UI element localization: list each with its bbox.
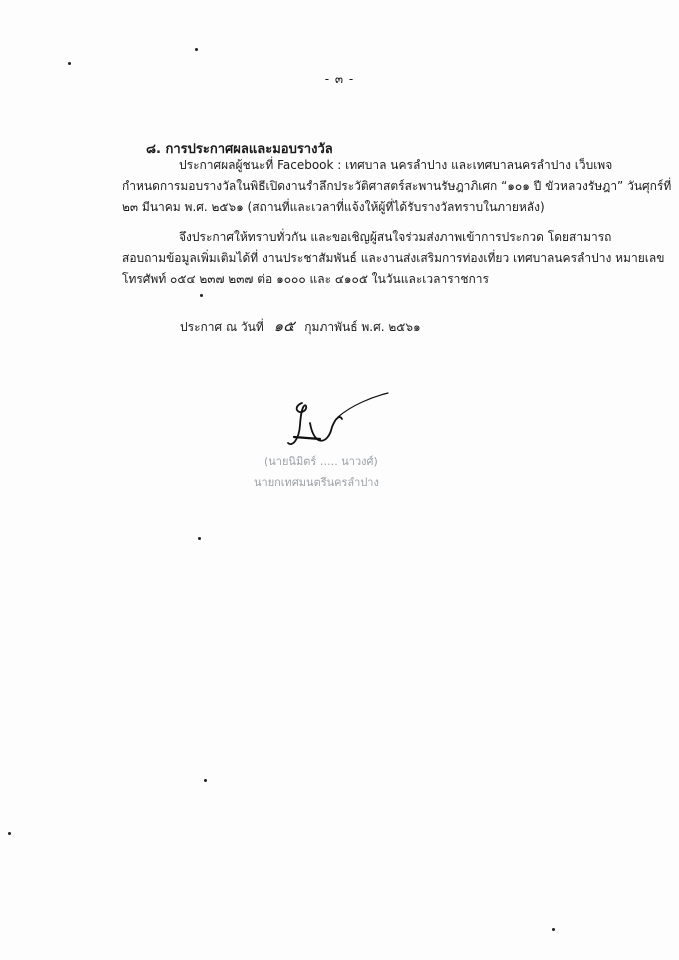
- announcement-date-line: [180, 314, 421, 338]
- paragraph2-line1: จึงประกาศให้ทราบทั่วกัน และขอเชิญผู้สนใจร่วมส่งภาพเข้าการประกวด โดยสามารถ: [179, 230, 612, 244]
- announcement-month-year: กุมภาพันธ์ พ.ศ. ๒๕๖๑: [304, 320, 421, 334]
- paragraph1-line2: กำหนดการมอบรางวัลในพิธีเปิดงานรำลึกประวัติศาสตร์สะพานรัษฎาภิเศก “๑๐๑ ปี ขัวหลวงรัษฎา” วันศุกร์ที่: [122, 179, 672, 193]
- scan-speck: [552, 928, 555, 931]
- scan-speck: [8, 832, 11, 835]
- signer-title: นายกเทศมนตรีนครลำปาง: [254, 476, 379, 489]
- paragraph1-line3: ๒๓ มีนาคม พ.ศ. ๒๕๖๑ (สถานที่และเวลาที่แจ้งให้ผู้ที่ได้รับรางวัลทราบในภายหลัง): [122, 200, 545, 214]
- announcement-prefix: ประกาศ ณ วันที่: [180, 320, 264, 334]
- scan-speck: [198, 537, 201, 540]
- scan-speck: [204, 779, 207, 782]
- paragraph2-line3: โทรศัพท์ ๐๕๔ ๒๓๗ ๒๓๗ ต่อ ๑๐๐๐ และ ๔๑๐๕ ในวันและเวลาราชการ: [122, 272, 489, 286]
- scan-speck: [195, 48, 198, 51]
- scan-speck: [68, 62, 71, 65]
- scan-speck: [200, 294, 203, 297]
- section-heading: ๘. การประกาศผลและมอบรางวัล: [146, 142, 333, 157]
- signer-name: (นายนิมิตร์ ….. นาวงศ์): [264, 455, 378, 468]
- page-number: - ๓ -: [324, 72, 355, 86]
- paragraph2-line2: สอบถามข้อมูลเพิ่มเติมได้ที่ งานประชาสัมพันธ์ และงานส่งเสริมการท่องเที่ยว เทศบาลนครลำปาง หมายเลข: [122, 251, 665, 265]
- paragraph1-line1: ประกาศผลผู้ชนะที่ Facebook : เทศบาล นครลำปาง และเทศบาลนครลำปาง เว็บเพจ: [179, 158, 613, 172]
- announcement-day: ๑๕: [273, 317, 295, 335]
- handwritten-signature: [280, 385, 400, 455]
